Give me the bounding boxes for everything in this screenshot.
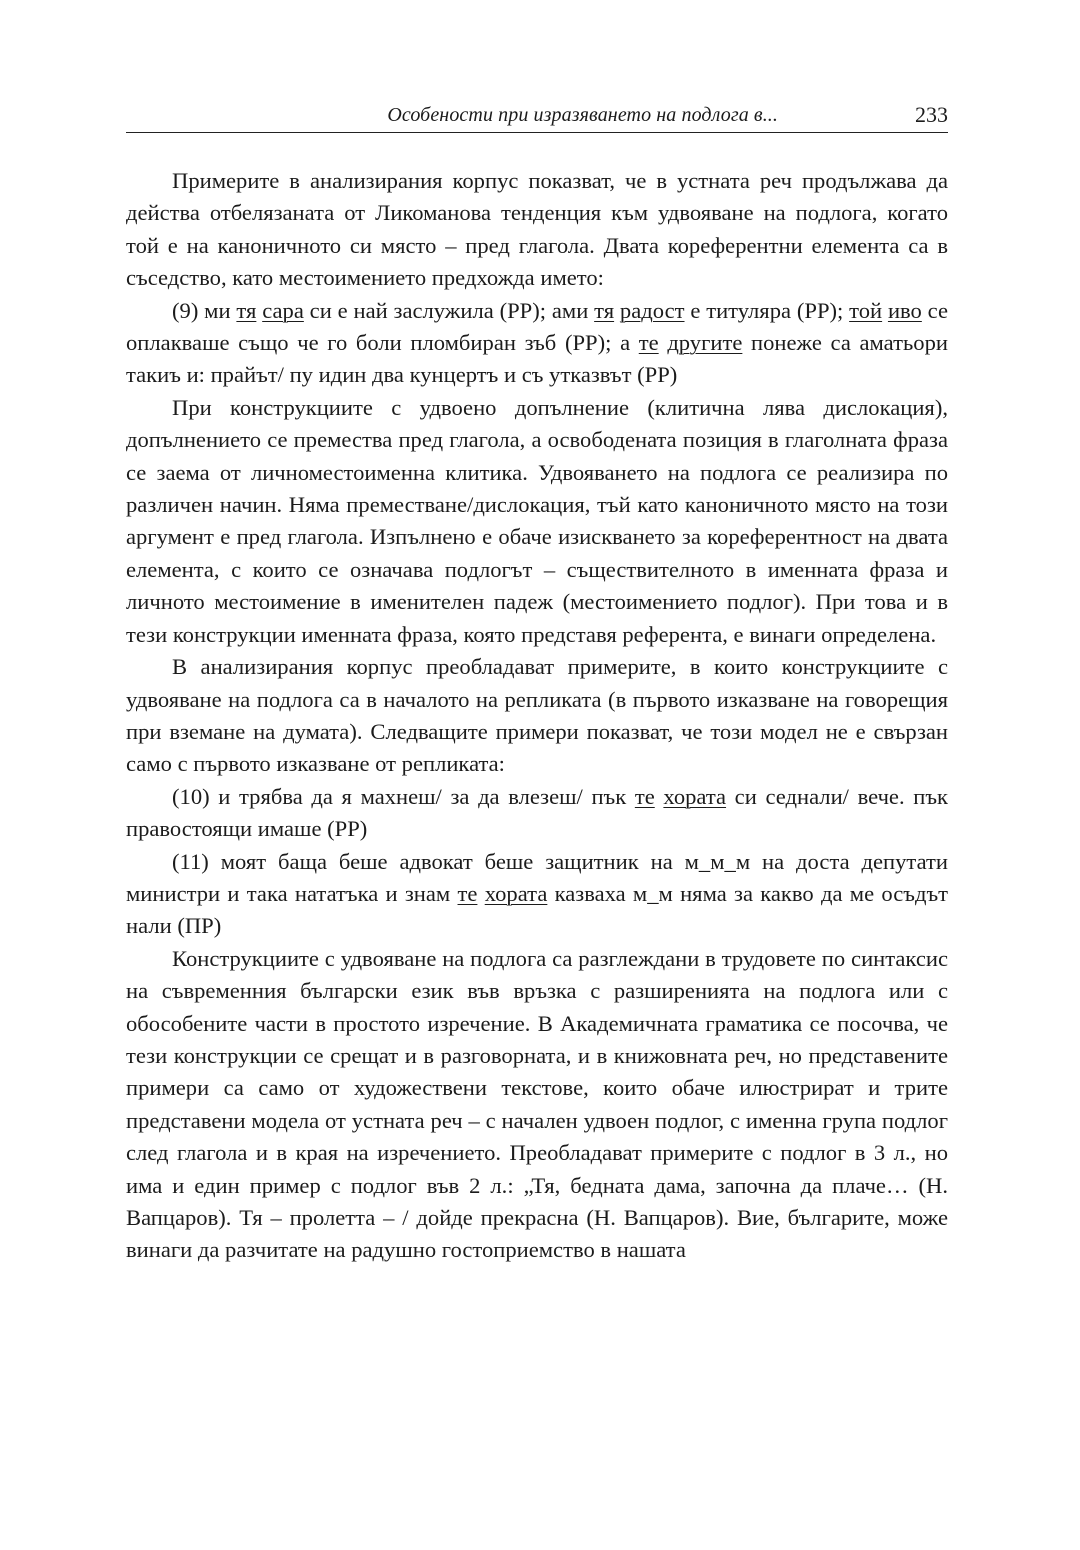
text-run: е титуляра (РР); (684, 297, 850, 323)
underlined-word: те (457, 880, 478, 906)
text-run (659, 330, 668, 355)
body-paragraph (126, 943, 948, 1267)
page-number: 233 (915, 102, 948, 127)
text-run: (10) и трябва да я махнеш/ за да влезеш/ пък (172, 783, 635, 809)
text-run: В анализирания корпус преобладават примерите, в които конструкциите с удвояване на подлога са в началото на репликата (в първото изказване на говорещия при вземане на думата). Следващите примери показват, че този модел не е свързан само с първото изказване от репликата: (126, 654, 948, 777)
underlined-word: тя (236, 297, 257, 323)
underlined-word: тя (594, 297, 615, 323)
underlined-word: хората (484, 880, 548, 906)
body-paragraph (126, 165, 948, 295)
underlined-word: те (634, 783, 655, 809)
running-header (126, 98, 948, 133)
text-run: При конструкциите с удвоено допълнение (клитична лява дислокация), допълнението се премества пред глагола, а освободената позиция в глаголната фраза се заема от личноместоименна клитика. Удвояването на подлога се реализира по различен начин. Няма преместване/дислокация, тъй като каноничното място на този аргумент е пред глагола. Изпълнено е обаче изискването за кореферентност на двата елемента, с които се означава подлогът – съществителното в именната фраза и личното местоимение в именителен падеж (местоимението подлог). При това и в тези конструкции именната фраза, която представя референта, е винаги определена. (126, 394, 948, 647)
underlined-word: другите (667, 330, 743, 356)
document-page (126, 0, 948, 1550)
text-run: Конструкциите с удвояване на подлога са разглеждани в трудовете по синтаксис на съвременния български език във връзка с разширенията на подлога или с обособените части в простото изречение. В Академичната граматика се посочва, че тези конструкции се срещат и в разговорната, и в книжовната реч, но представените примери са само от художествени текстове, които обаче илюстрират и трите представени модела от устната реч – с начален удвоен подлог, с именна група подлог след глагола и в края на изречението. Преобладават примерите с подлог в 3 л., но има и един пример с подлог във 2 л.: „Тя, бедната дама, започна да плаче… (Н. Вапцаров). Тя – пролетта – / дойде прекрасна (Н. Вапцаров). Вие, българите, може винаги да разчитате на радушно гостоприемство в нашата (126, 945, 948, 1263)
body-text (126, 165, 948, 1267)
body-paragraph (126, 392, 948, 651)
text-run: си е най заслужила (РР); ами (303, 297, 595, 323)
underlined-word: иво (887, 297, 922, 323)
underlined-word: сара (262, 297, 304, 323)
text-run: се оплакваше също че го боли пломбиран зъб (РР); а (126, 297, 949, 356)
underlined-word: той (849, 297, 883, 323)
underlined-word: хората (663, 783, 727, 809)
underlined-word: радост (619, 297, 685, 323)
text-run: казваха м_м няма за какво да ме осъдът нали (ПР) (126, 880, 948, 939)
body-paragraph (126, 651, 948, 781)
example-paragraph (126, 781, 948, 846)
text-run: понеже са аматьори такиъ и: прайът/ пу идин два кунцертъ и съ утказвът (РР) (126, 330, 948, 388)
text-run: (9) ми (172, 297, 237, 323)
text-run (477, 881, 484, 906)
text-run: си седнали/ вече. пък правостоящи имаше (РР) (126, 783, 949, 842)
example-paragraph (126, 846, 948, 943)
text-run: Примерите в анализирания корпус показват, че в устната реч продължава да действа отбелязаната от Ликоманова тенденция към удвояване на подлога, когато той е на каноничното си място – пред глагола. Двата кореферентни елемента са в съседство, като местоимението предхожда името: (126, 168, 948, 291)
example-paragraph (126, 295, 948, 392)
running-header-title: Особености при изразяването на подлога в... (387, 104, 778, 126)
text-run: (11) моят баща беше адвокат беше защитник на м_м_м на доста депутати министри и така нататъка и знам (126, 848, 948, 906)
underlined-word: те (638, 330, 659, 356)
